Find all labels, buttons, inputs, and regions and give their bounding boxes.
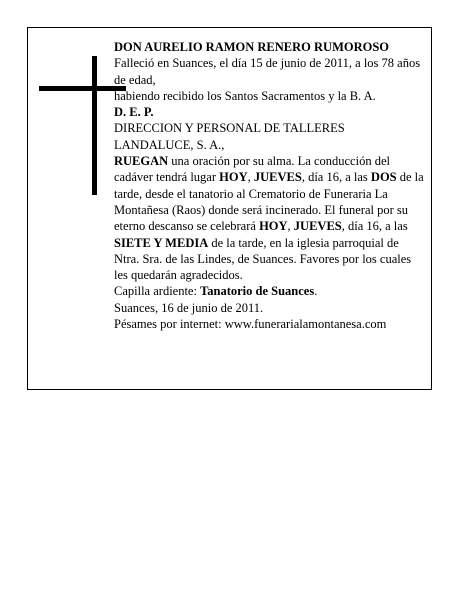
ruegan-text: RUEGAN (114, 154, 169, 169)
chapel-line: Capilla ardiente: Tanatorio de Suances. (114, 284, 318, 299)
dep-line: D. E. P. (114, 105, 154, 120)
cross-horizontal-bar (39, 86, 126, 91)
sacraments-line: habiendo recibido los Santos Sacramentos y la B. A. (114, 88, 376, 103)
deceased-name: DON AURELIO RAMON RENERO RUMOROSO (114, 40, 390, 54)
date-line: Suances, 16 de junio de 2011. (114, 300, 264, 315)
notice-text (114, 39, 426, 332)
death-line: Falleció en Suances, el día 15 de junio de 2011, a los 78 años de edad, (114, 56, 421, 87)
chapel-location: Tanatorio de Suances (200, 284, 315, 299)
cross-vertical-bar (92, 56, 97, 195)
obituary-notice (27, 27, 432, 390)
request-paragraph: RUEGAN una oración por su alma. La conducción del cadáver tendrá lugar HOY, JUEVES, día 16, a las DOS de la tarde, desde el tanatorio al Crematorio de Funeraria La Montañesa (Raos) donde será incinerado. El funeral por su eterno descanso se celebrará HOY, JUEVES, día 16, a las SIETE Y MEDIA de la tarde, en la iglesia parroquial de Ntra. Sra. de las Lindes, de Suances. Favores por los cuales les quedarán agradecidos. (114, 154, 424, 283)
company-line: DIRECCION Y PERSONAL DE TALLERES LANDALUCE, S. A., (114, 121, 345, 152)
condolences-line: Pésames por internet: www.funerarialamontanesa.com (114, 317, 387, 332)
